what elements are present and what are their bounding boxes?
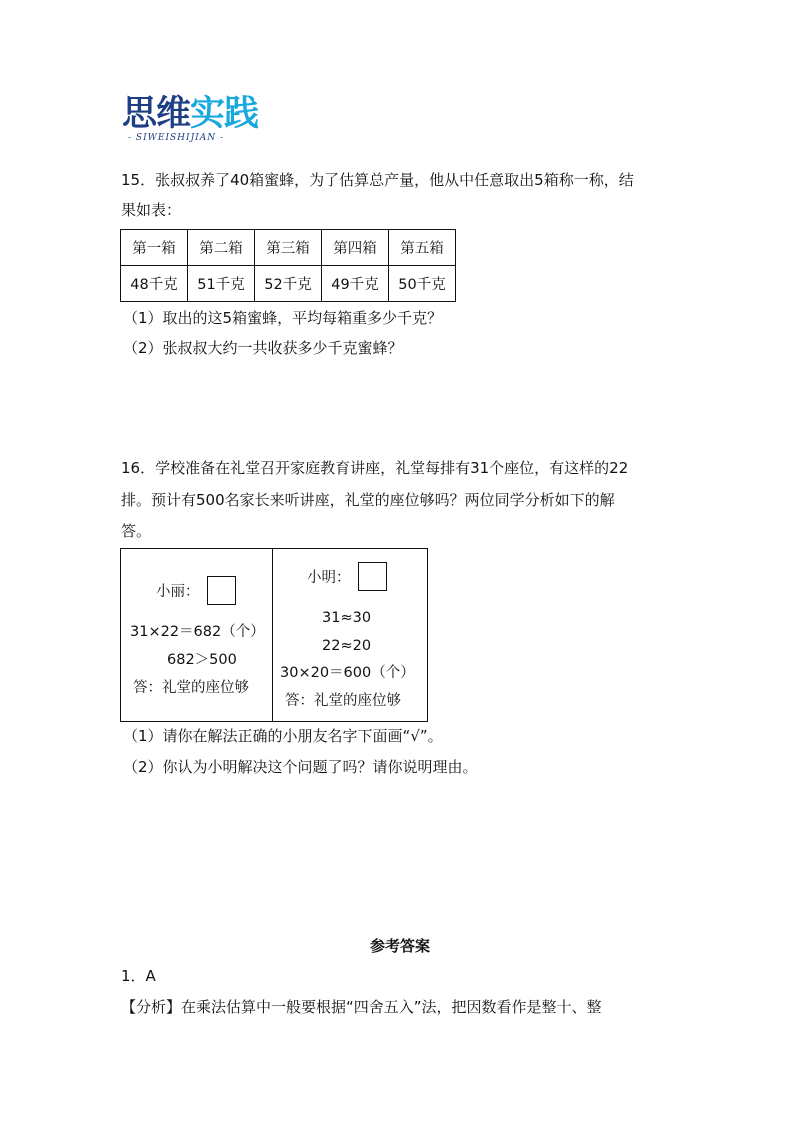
table-header-row: [121, 230, 456, 266]
xiaoming-name: 小明：: [307, 570, 351, 586]
table-cell: 52千克: [255, 266, 322, 302]
table-header-cell: 第二箱: [188, 230, 255, 266]
xiaoli-solution: [121, 549, 273, 721]
answer-1-analysis: 【分析】在乘法估算中一般要根据“四舍五入”法，把因数看作是整十、整: [121, 998, 602, 1016]
table-cell: 49千克: [322, 266, 389, 302]
q15-text-line1: 15．张叔叔养了40箱蜜蜂，为了估算总产量，他从中任意取出5箱称一称，结: [121, 171, 634, 189]
table-header-cell: 第四箱: [322, 230, 389, 266]
xiaoming-step-1: 31≈30: [322, 610, 372, 626]
q15-text-line2: 果如表：: [121, 201, 182, 219]
table-header-cell: 第一箱: [121, 230, 188, 266]
xiaoli-step-2: 682＞500: [167, 652, 237, 668]
table-header-cell: 第三箱: [255, 230, 322, 266]
q16-sub-question-1: （1）请你在解法正确的小朋友名字下面画“√”。: [123, 727, 443, 745]
xiaoli-answer: 答：礼堂的座位够: [133, 680, 249, 696]
table-header-cell: 第五箱: [389, 230, 456, 266]
xiaoli-name: 小丽：: [156, 584, 200, 600]
table-cell: 48千克: [121, 266, 188, 302]
table-cell: 50千克: [389, 266, 456, 302]
answer-1: 1．A: [121, 967, 156, 985]
xiaoming-answer: 答：礼堂的座位够: [285, 693, 401, 709]
solutions-comparison-box: [120, 548, 428, 722]
q16-text-line2: 排。预计有500名家长来听讲座，礼堂的座位够吗？两位同学分析如下的解: [121, 491, 615, 509]
logo: [122, 96, 272, 143]
xiaoming-solution: [273, 549, 426, 721]
logo-title: 思维 实践: [122, 94, 259, 134]
q15-sub-question-2: （2）张叔叔大约一共收获多少千克蜜蜂？: [123, 339, 403, 357]
q16-text-line3: 答。: [121, 522, 152, 540]
q16-sub-question-2: （2）你认为小明解决这个问题了吗？请你说明理由。: [123, 758, 478, 776]
xiaoli-checkbox[interactable]: [207, 576, 236, 605]
answer-section-title: 参考答案: [369, 937, 430, 955]
xiaoli-step-1: 31×22＝682（个）: [130, 624, 265, 640]
logo-subtitle: - SIWEISHIJIAN -: [128, 133, 225, 143]
xiaoming-step-2: 22≈20: [322, 638, 372, 654]
honey-weight-table: [120, 229, 456, 302]
xiaoming-step-3: 30×20＝600（个）: [280, 665, 415, 681]
table-row: [121, 266, 456, 302]
table-cell: 51千克: [188, 266, 255, 302]
q15-sub-question-1: （1）取出的这5箱蜜蜂，平均每箱重多少千克？: [123, 309, 443, 327]
xiaoming-checkbox[interactable]: [358, 562, 387, 591]
q16-text-line1: 16．学校准备在礼堂召开家庭教育讲座，礼堂每排有31个座位，有这样的22: [121, 459, 629, 477]
